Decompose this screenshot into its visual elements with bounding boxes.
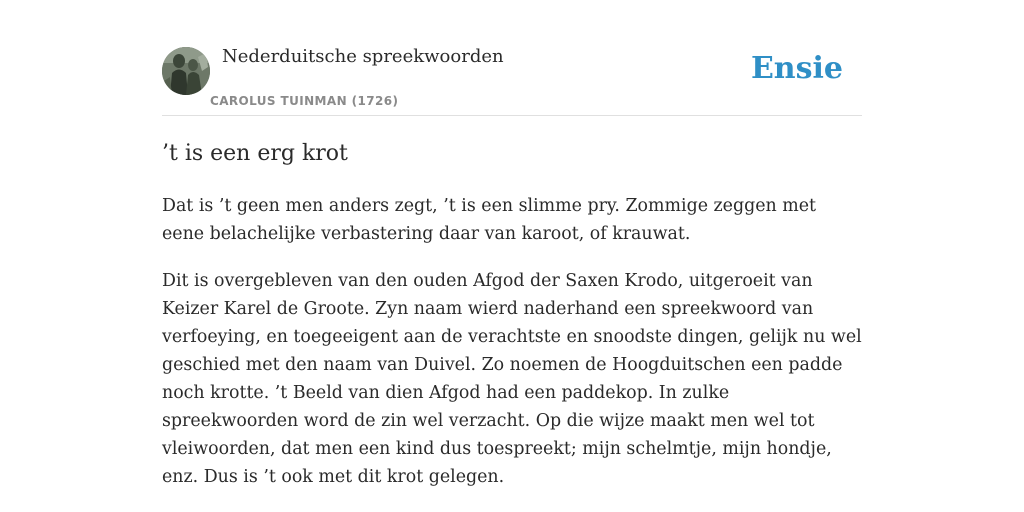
entry-paragraph: Dit is overgebleven van den ouden Afgod der Saxen Krodo, uitgeroeit van Keizer Karel de Groote. Zyn naam wierd naderhand een spreekwoord van verfoeying, en toegeeigent aan de verachtste en snoodste dingen, gelijk nu wel geschied met den naam van Duivel. Zo noemen de Hoogduitschen een padde noch krotte. ’t Beeld van dien Afgod had een paddekop. In zulke spreekwoorden word de zin wel verzacht. Op die wijze maakt men wel tot vleiwoorden, dat men een kind dus toespreekt; mijn schelmtje, mijn hondje, enz. Dus is ’t ook met dit krot gelegen. bbox=[162, 271, 862, 487]
entry-paragraph: Dat is ’t geen men anders zegt, ’t is een slimme pry. Zommige zeggen met eene belachelijke verbastering daar van karoot, of krauwat. bbox=[162, 196, 817, 244]
ensie-logo-link[interactable]: Ensie bbox=[750, 51, 843, 86]
author-avatar[interactable] bbox=[162, 47, 210, 95]
entry-content bbox=[162, 138, 862, 491]
book-title[interactable]: Nederduitsche spreekwoorden bbox=[222, 46, 504, 67]
author-name[interactable]: CAROLUS TUINMAN (1726) bbox=[210, 94, 399, 108]
statue-portrait-icon bbox=[162, 47, 210, 95]
entry-title: ’t is een erg krot bbox=[162, 141, 348, 166]
book-header bbox=[162, 44, 862, 116]
